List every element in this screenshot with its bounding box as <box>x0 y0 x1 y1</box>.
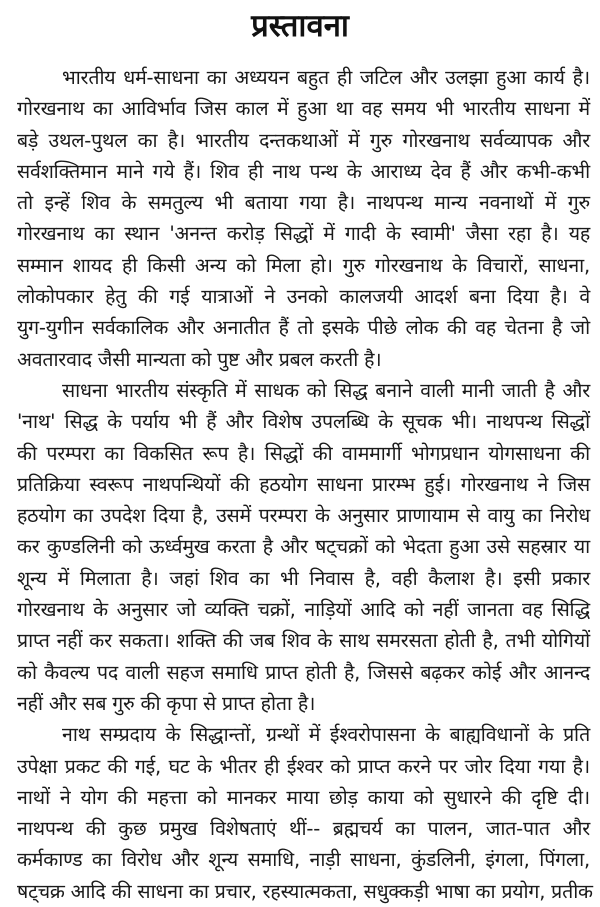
body-text <box>17 62 593 907</box>
text-line: सम्मान शायद ही किसी अन्य को मिला हो। गुरु गोरखनाथ के विचारों, साधना, <box>17 253 590 277</box>
text-line: नाथ सम्प्रदाय के सिद्धान्तों, ग्रन्थों में ईश्वरोपासना के बाह्यविधानों के प्रति <box>62 723 590 747</box>
page-title: प्रस्तावना <box>251 8 349 44</box>
text-line: गोरखनाथ का स्थान 'अनन्त करोड़ सिद्धों में गादी के स्वामी' जैसा रहा है। यह <box>17 222 590 246</box>
text-line: कर कुण्डलिनी को ऊर्ध्वमुख करता है और षट्चक्रों को भेदता हुआ उसे सहस्रार या <box>17 535 590 559</box>
text-line: प्रतिक्रिया स्वरूप नाथपन्थियों की हठयोग साधना प्रारम्भ हुई। गोरखनाथ ने जिस <box>17 472 590 496</box>
text-line: युग-युगीन सर्वकालिक और अनातीत हैं तो इसके पीछे लोक की वह चेतना है जो <box>17 316 590 340</box>
text-line: साधना भारतीय संस्कृति में साधक को सिद्ध बनाने वाली मानी जाती है और <box>62 378 590 402</box>
text-line: भारतीय धर्म-साधना का अध्ययन बहुत ही जटिल और उलझा हुआ कार्य है। <box>62 66 590 89</box>
text-line: नाथों ने योग की महत्ता को मानकर माया छोड़ काया को सुधारने की दृष्टि दी। <box>17 785 590 809</box>
text-line: की परम्परा का विकसित रूप है। सिद्धों की वाममार्गी भोगप्रधान योगसाधना की <box>17 441 590 465</box>
text-line: बड़े उथल-पुथल का है। भारतीय दन्तकथाओं में गुरु गोरखनाथ सर्वव्यापक और <box>17 128 590 152</box>
text-line: लोकोपकार हेतु की गई यात्राओं ने उनको कालजयी आदर्श बना दिया है। वे <box>17 285 590 309</box>
text-line: नहीं और सब गुरु की कृपा से प्राप्त होता है। <box>17 691 316 715</box>
text-line: कर्मकाण्ड का विरोध और शून्य समाधि, नाड़ी साधना, कुंडलिनी, इंगला, पिंगला, <box>17 848 590 872</box>
text-line: अवतारवाद जैसी मान्यता को पुष्ट और प्रबल करती है। <box>17 347 382 371</box>
text-line: नाथपन्थ की कुछ प्रमुख विशेषताएं थीं-- ब्रह्मचर्य का पालन, जात-पात और <box>17 817 590 841</box>
text-line: हठयोग का उपदेश दिया है, उसमें परम्परा के अनुसार प्राणायाम से वायु का निरोध <box>17 504 590 528</box>
text-line: गोरखनाथ का आविर्भाव जिस काल में हुआ था वह समय भी भारतीय साधना में <box>17 97 590 121</box>
text-line: 'नाथ' सिद्ध के पर्याय भी हैं और विशेष उपलब्धि के सूचक भी। नाथपन्थ सिद्धों <box>17 410 590 434</box>
text-line: षट्चक्र आदि की साधना का प्रचार, रहस्यात्मकता, सधुक्कड़ी भाषा का प्रयोग, प्रतीक <box>17 879 593 903</box>
text-line: उपेक्षा प्रकट की गई, घट के भीतर ही ईश्वर को प्राप्त करने पर जोर दिया गया है। <box>17 754 590 778</box>
text-line: तो इन्हें शिव के समतुल्य भी बताया गया है। नाथपन्थ मान्य नवनाथों में गुरु <box>17 191 590 215</box>
text-line: प्राप्त नहीं कर सकता। शक्ति की जब शिव के साथ समरसता होती है, तभी योगियों <box>17 629 590 653</box>
text-line: शून्य में मिलाता है। जहां शिव का भी निवास है, वही कैलाश है। इसी प्रकार <box>17 566 590 590</box>
text-line: को कैवल्य पद वाली सहज समाधि प्राप्त होती है, जिससे बढ़कर कोई और आनन्द <box>17 660 590 684</box>
text-line: गोरखनाथ के अनुसार जो व्यक्ति चक्रों, नाड़ियों आदि को नहीं जानता वह सिद्धि <box>17 598 590 622</box>
text-line: सर्वशक्तिमान माने गये हैं। शिव ही नाथ पन्थ के आराध्य देव हैं और कभी-कभी <box>17 159 590 183</box>
